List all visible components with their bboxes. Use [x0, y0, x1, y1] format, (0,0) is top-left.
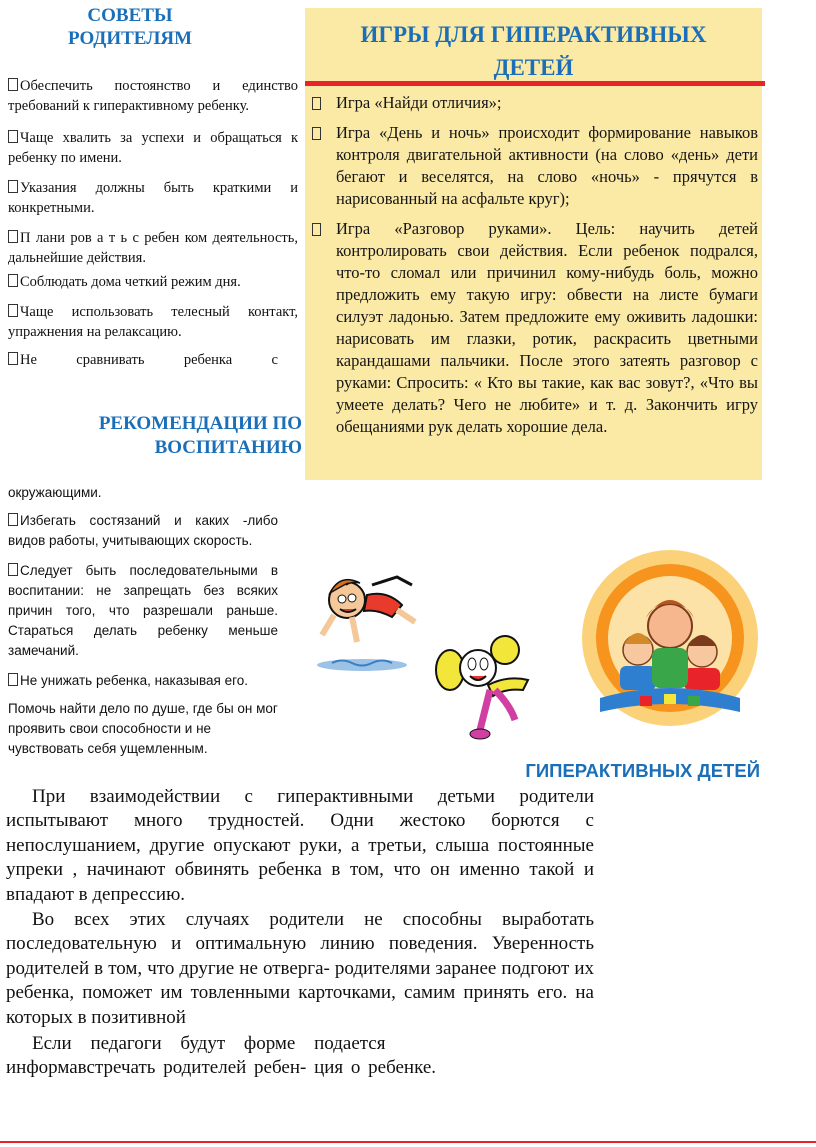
bottom-red-divider — [0, 1141, 816, 1143]
checkbox-bullet-icon — [8, 563, 18, 576]
checkbox-bullet-icon — [8, 673, 18, 686]
checkbox-bullet-icon — [8, 513, 18, 526]
bottom-paragraph-1: При взаимодействии с гиперактивными детьми родители испытывают много трудностей. Одни жестоко борются с непослушанием, другие опускают руки, а третьи, слыша постоянные упреки , начинают обвинять ребенка в том, что он именно такой и впадают в депрессию. — [6, 786, 594, 905]
bottom-paragraph-3-line2: информавстречать родителей ребен- ция о ребенке. — [6, 1057, 437, 1079]
teacher-kids-illustration — [580, 548, 760, 730]
advice-title-line1: СОВЕТЫ — [87, 5, 173, 26]
checkbox-bullet-icon — [8, 274, 18, 287]
advice-list — [8, 76, 298, 370]
advice-item: Не сравнивать ребенка с — [8, 350, 278, 370]
games-title-line2: ДЕТЕЙ — [493, 55, 574, 80]
recommendation-item: Следует быть последовательными в воспитании: не запрещать без всяких причин того, что разрешали раньше. Стараться делать ребенку меньше замечаний. — [8, 563, 278, 658]
game-item: Игра «Найди отличия»; — [312, 92, 758, 114]
advice-item: Чаще использовать телесный контакт, упражнения на релаксацию. — [8, 304, 298, 340]
checkbox-bullet-icon — [312, 127, 321, 140]
games-title — [305, 18, 762, 84]
checkbox-bullet-icon — [8, 352, 18, 365]
checkbox-bullet-icon — [8, 130, 18, 143]
recommendations-list — [8, 483, 278, 759]
red-divider — [305, 81, 765, 86]
recommendations-title — [40, 412, 302, 460]
advice-title-line2: РОДИТЕЛЯМ — [67, 28, 193, 49]
section-heading: ГИПЕРАКТИВНЫХ ДЕТЕЙ — [525, 760, 760, 781]
checkbox-bullet-icon — [8, 230, 18, 243]
advice-title — [40, 4, 220, 50]
recommendation-continuation: окружающими. — [8, 485, 102, 500]
advice-item: Чаще хвалить за успехи и обращаться к ребенку по имени. — [8, 130, 298, 166]
recommendations-title-line1: РЕКОМЕНДАЦИИ ПО — [98, 413, 302, 434]
dancing-girl-cartoon — [430, 630, 540, 745]
recommendation-last-paragraph: Помочь найти дело по душе, где бы он мог проявить свои способности и не чувствовать себя ущемленным. — [8, 701, 278, 756]
checkbox-bullet-icon — [312, 223, 321, 236]
advice-item: П лани ров а т ь с ребен ком деятельность, дальнейшие действия. — [8, 230, 298, 266]
advice-item: Обеспечить постоянство и единство требований к гиперактивному ребенку. — [8, 78, 298, 114]
recommendations-title-line2: ВОСПИТАНИЮ — [154, 437, 302, 458]
checkbox-bullet-icon — [8, 78, 18, 91]
recommendation-item: Избегать состязаний и каких -либо видов работы, учитывающих скорость. — [8, 513, 278, 548]
bottom-text — [6, 785, 594, 1081]
checkbox-bullet-icon — [8, 304, 18, 317]
advice-item: Указания должны быть краткими и конкретными. — [8, 180, 298, 216]
checkbox-bullet-icon — [312, 97, 321, 110]
game-item: Игра «Разговор руками». Цель: научить детей контролировать свои действия. Если ребенок подрался, что-то сломал или причинил кому-нибудь боль, можно предложить ему такую игру: обвести на листе бумаги силуэт ладонью. Затем предложите ему оживить ладошки: нарисовать им глазки, ротик, раскрасить цветными карандашами пальчики. После этого затеять разговор с руками: Спросить: « Кто вы такие, как вас зовут?, «Что вы умеете делать? Чего не любите» и т. д. Закончить игру обещаниями рук делать хорошие дела. — [312, 218, 758, 438]
game-item: Игра «День и ночь» происходит формирование навыков контроля двигательной активности (на слово «день» дети бегают и веселятся, на слово «ночь» - прячутся в нарисованный на асфальте круг); — [312, 122, 758, 210]
games-list — [312, 92, 758, 446]
bottom-paragraph-3-line1: Если педагоги будут форме подается — [32, 1033, 386, 1055]
games-title-line1: ИГРЫ ДЛЯ ГИПЕРАКТИВНЫХ — [360, 22, 707, 47]
checkbox-bullet-icon — [8, 180, 18, 193]
running-boy-cartoon — [312, 565, 422, 680]
bottom-paragraph-2: Во всех этих случаях родители не способны выработать последовательную и оптимальную линию поведения. Уверенность родителей в том, что другие не отверга- родителями заранее подгоют их ребенка, поможет им товленными карточками, самим принять его. на которых в позитивной — [6, 909, 594, 1028]
recommendation-item: Не унижать ребенка, наказывая его. — [8, 671, 278, 691]
advice-item: Соблюдать дома четкий режим дня. — [8, 272, 298, 292]
